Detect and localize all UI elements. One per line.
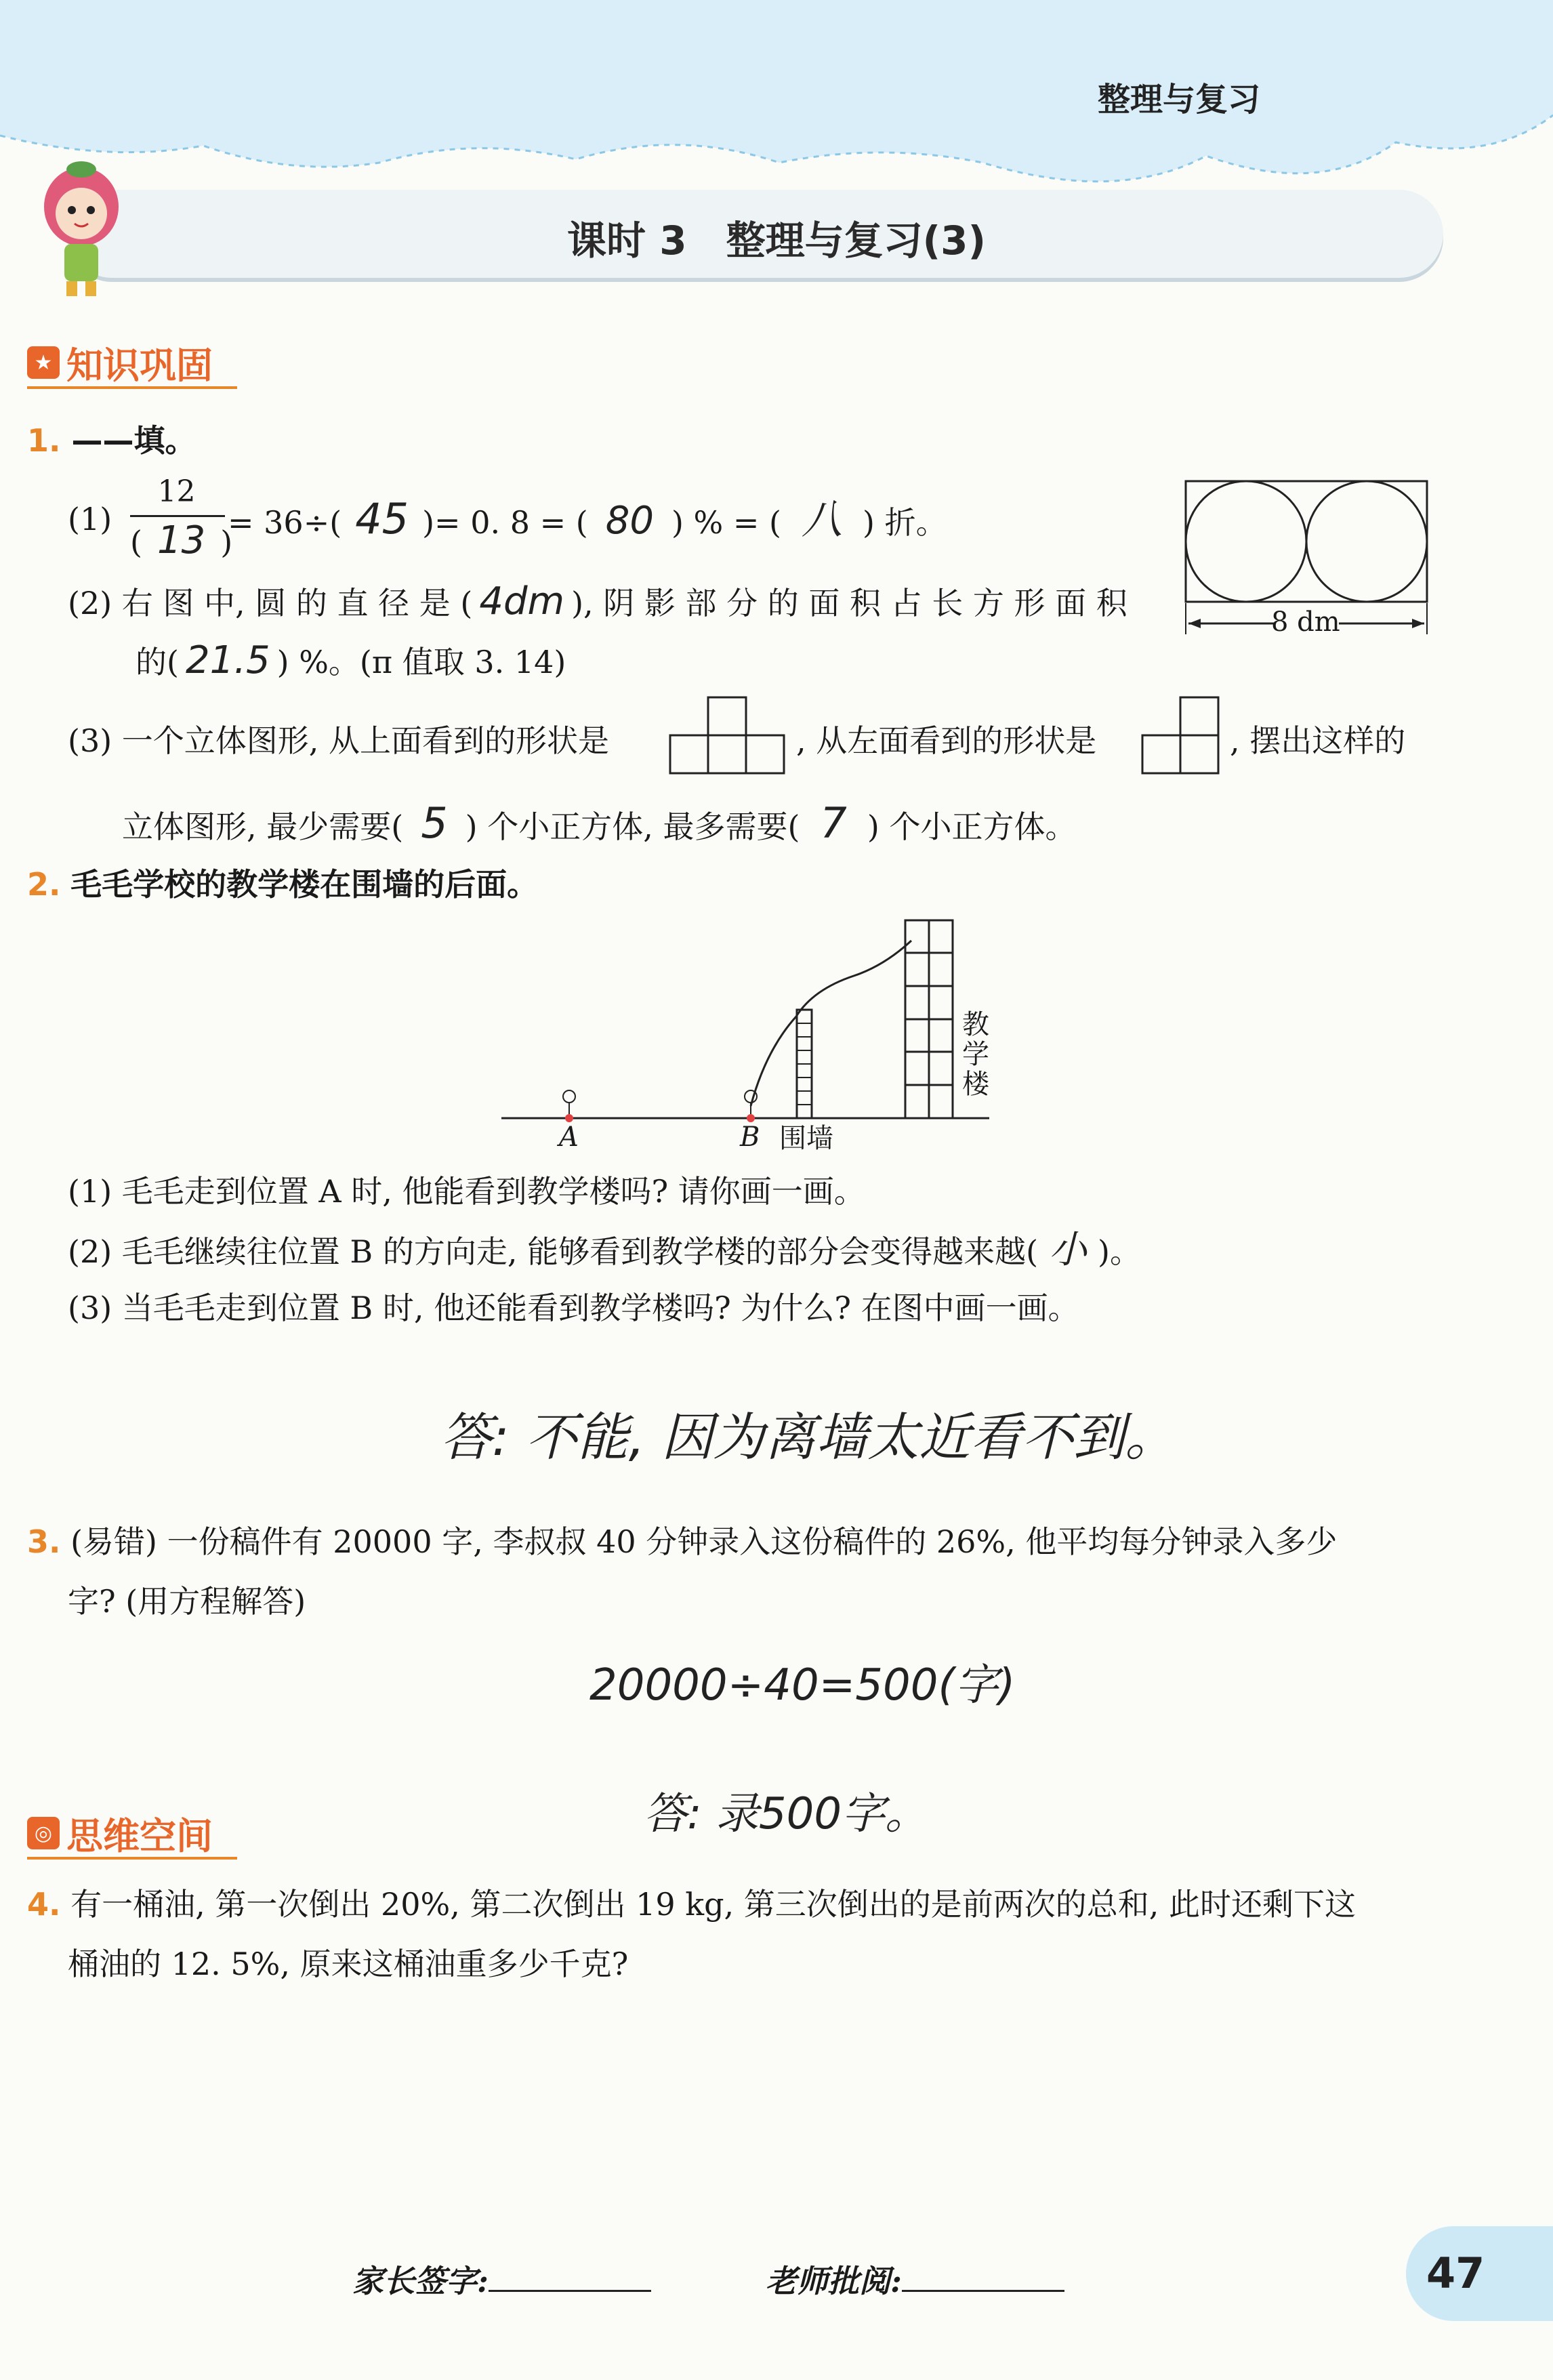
q1-part2-answer-1: 4dm	[479, 579, 565, 623]
label-building: 教学楼	[962, 1009, 989, 1100]
question-4-line2: 桶油的 12. 5%, 原来这桶油重多少千克?	[68, 1946, 629, 1982]
top-view-shape	[667, 695, 789, 779]
q1-part1-answer-2: 80	[605, 499, 654, 543]
mascot-illustration	[41, 142, 122, 298]
header-banner	[0, 0, 1553, 203]
teaching-building	[905, 920, 953, 1118]
q2-handwritten-answer: 答: 不能, 因为离墙太近看不到。	[440, 1407, 1177, 1467]
header-section-title: 整理与复习	[1098, 81, 1261, 119]
parent-sign-field: 家长签字:	[352, 2257, 651, 2301]
figure-dimension-label: 8 dm	[1271, 607, 1340, 638]
q1-fraction-numerator: 12	[157, 474, 196, 509]
question-2-title: 2. 毛毛学校的教学楼在围墙的后面。	[27, 866, 539, 903]
sight-line-sketch	[751, 941, 911, 1106]
q1-part2-line1: (2) 右 图 中, 圆 的 直 径 是 ( 4dm ), 阴 影 部 分 的 面 积 占 长 方 形 面 积	[68, 579, 1127, 623]
q1-part3-text-3: , 摆出这样的	[1230, 722, 1406, 759]
q2-part3: (3) 当毛毛走到位置 B 时, 他还能看到教学楼吗? 为什么? 在图中画一画。	[68, 1290, 1079, 1326]
label-b: B	[740, 1122, 760, 1153]
teacher-review-line[interactable]	[902, 2290, 1064, 2292]
q1-part3-text-1: (3) 一个立体图形, 从上面看到的形状是	[68, 722, 610, 759]
q2-part2-answer: 小	[1049, 1228, 1088, 1272]
q1-part3-line2: 立体图形, 最少需要( 5 ) 个小正方体, 最多需要( 7 ) 个小正方体。	[122, 798, 1077, 848]
q1-part2-answer-2: 21.5	[185, 638, 270, 682]
teacher-review-field: 老师批阅:	[766, 2257, 1064, 2301]
q1-part1-label: (1)	[68, 501, 112, 537]
q1-fraction-denominator: ( 13 )	[130, 518, 233, 562]
section-tag-thinking: ◎ 思维空间	[27, 1809, 237, 1860]
q3-handwritten-answer: 答: 录500字。	[644, 1789, 929, 1839]
q1-fraction-bar	[130, 515, 225, 517]
question-3-line1: 3. (易错) 一份稿件有 20000 字, 李叔叔 40 分钟录入这份稿件的 26%, 他平均每分钟录入多少	[27, 1523, 1338, 1560]
page-number: 47	[1426, 2249, 1485, 2298]
star-icon: ★	[27, 346, 60, 379]
lightbulb-icon: ◎	[27, 1817, 60, 1849]
q1-part2-line2: 的( 21.5 ) %。(π 值取 3. 14)	[136, 638, 566, 682]
q3-handwritten-work: 20000÷40=500(字)	[589, 1660, 1016, 1710]
parent-sign-line[interactable]	[489, 2290, 651, 2292]
question-4-line1: 4. 有一桶油, 第一次倒出 20%, 第二次倒出 19 kg, 第三次倒出的是前两次的总和, 此时还剩下这	[27, 1886, 1357, 1923]
label-a: A	[559, 1122, 579, 1153]
section-tag-knowledge: ★ 知识巩固	[27, 339, 237, 389]
q1-part1-answer-3: 八	[802, 496, 842, 543]
label-wall: 围墙	[779, 1123, 833, 1154]
q1-part3-answer-2: 7	[820, 798, 847, 848]
q1-part3-text-2: , 从左面看到的形状是	[796, 722, 1097, 759]
left-view-shape	[1138, 695, 1226, 779]
q1-part1-answer-1: 45	[355, 494, 409, 543]
question-1-title: 1. ——填。	[27, 422, 196, 459]
q2-part2: (2) 毛毛继续往位置 B 的方向走, 能够看到教学楼的部分会变得越来越( 小 )。	[68, 1228, 1141, 1272]
question-3-line2: 字? (用方程解答)	[68, 1583, 306, 1620]
q1-part3-answer-1: 5	[421, 798, 448, 848]
lesson-title: 课时 3 整理与复习(3)	[567, 218, 986, 264]
wall	[797, 1010, 812, 1118]
q2-part1: (1) 毛毛走到位置 A 时, 他能看到教学楼吗? 请你画一画。	[68, 1173, 865, 1210]
q1-part1-expression: = 36÷( 45 )= 0. 8 = ( 80 ) % = ( 八 ) 折。	[228, 494, 947, 543]
